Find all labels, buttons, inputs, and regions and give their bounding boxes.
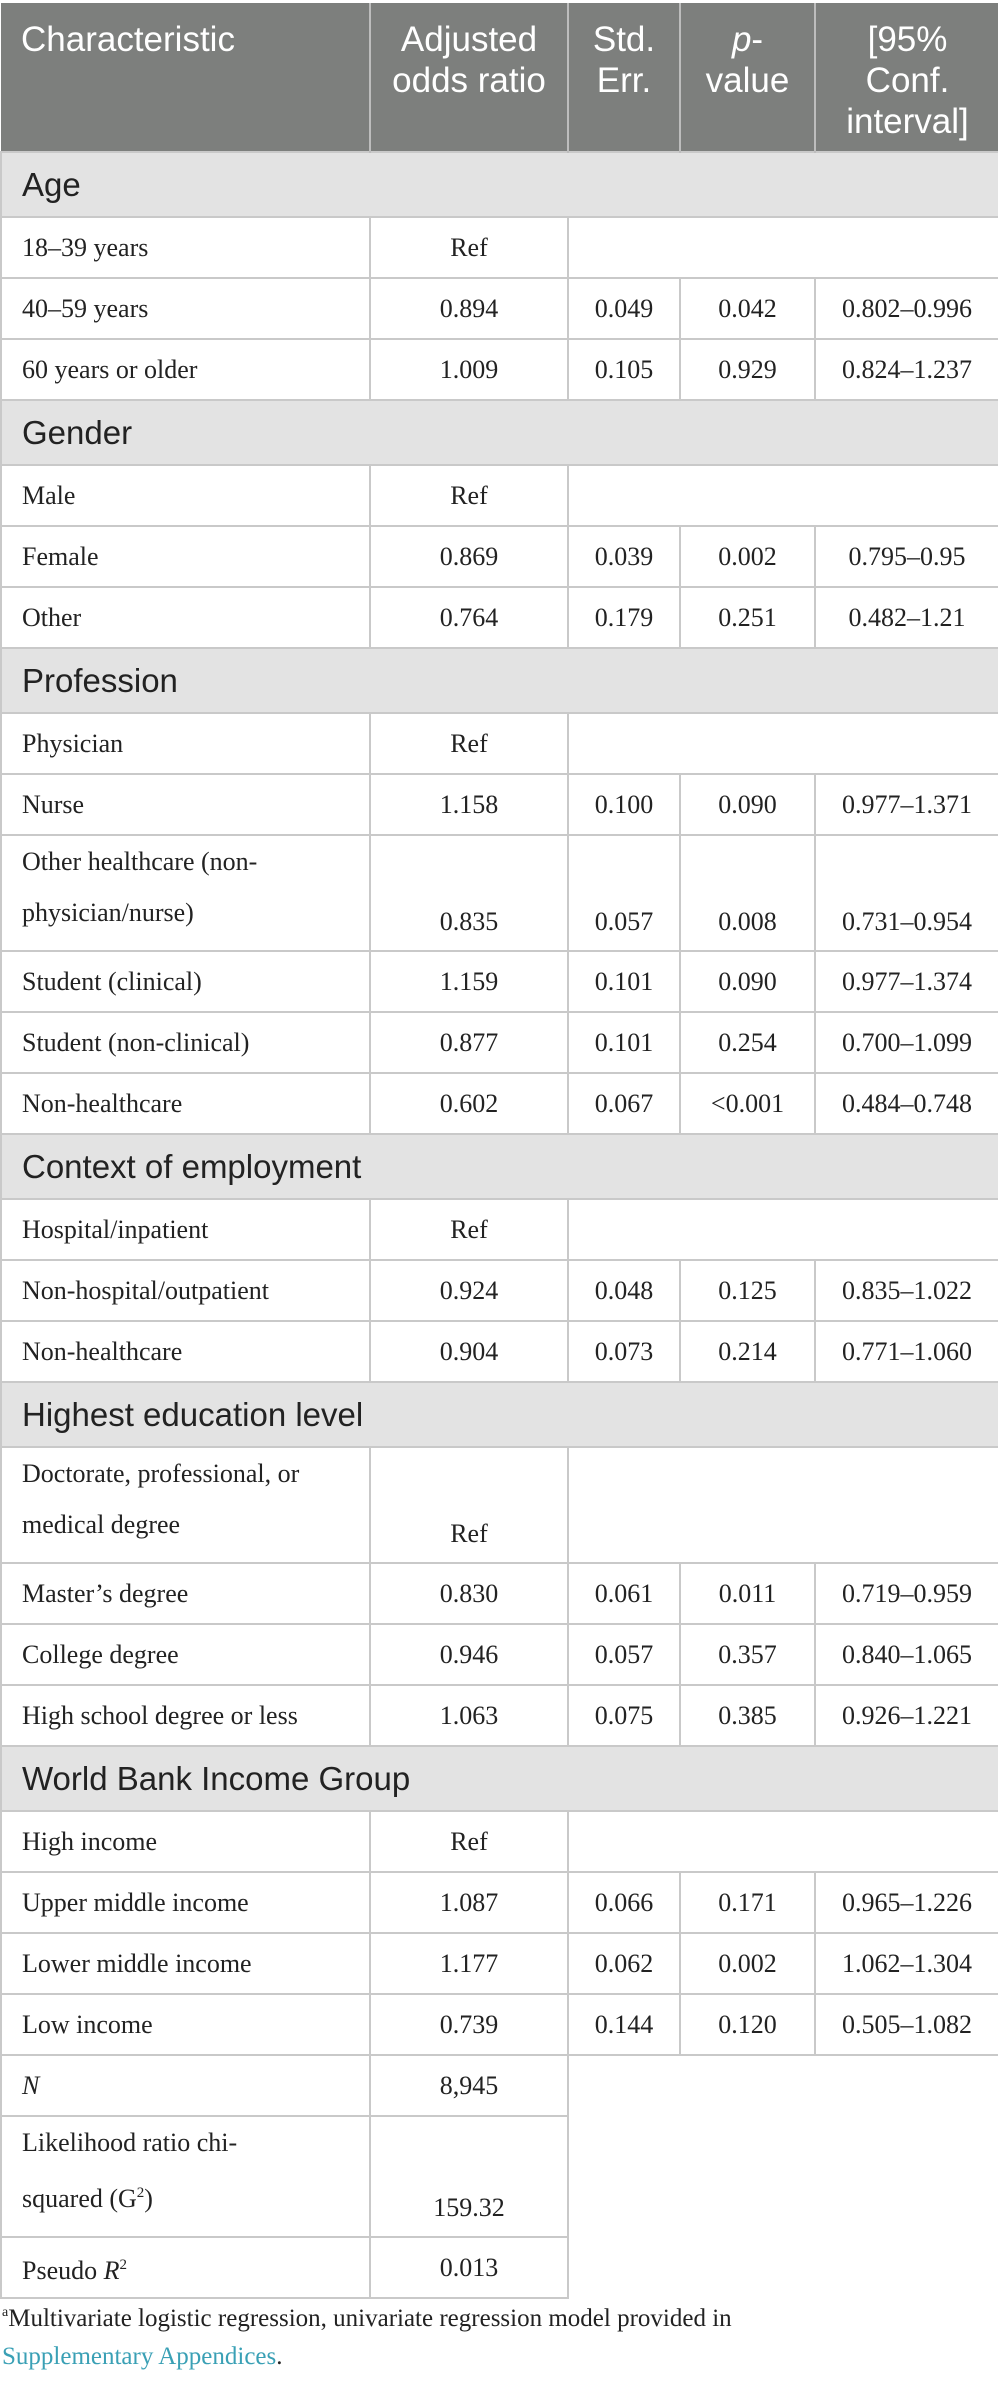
cell-n-value: 8,945	[370, 2055, 568, 2116]
table-row	[1, 1933, 998, 1994]
cell-p: 0.171	[680, 1872, 815, 1933]
cell-p: 0.002	[680, 526, 815, 587]
table-row	[1, 465, 998, 526]
table-row	[1, 1260, 998, 1321]
lr-label-sup: 2	[136, 2185, 145, 2201]
cell-aor: 0.739	[370, 1994, 568, 2055]
row-label-line1: Doctorate, professional, or	[22, 1459, 300, 1488]
table-row	[1, 1199, 998, 1260]
cell-blank	[568, 2055, 998, 2116]
table-row	[1, 1563, 998, 1624]
pseudo-label: Pseudo	[22, 2255, 104, 2285]
cell-p: 0.125	[680, 1260, 815, 1321]
cell-aor: 1.159	[370, 951, 568, 1012]
cell-se: 0.101	[568, 1012, 680, 1073]
cell-ci: 0.802–0.996	[815, 278, 998, 339]
row-label-line1: Other healthcare (non-	[22, 847, 258, 876]
table-footnote	[2, 2294, 992, 2376]
cell-lr-value: 159.32	[370, 2116, 568, 2237]
lr-label-line2b: )	[144, 2184, 153, 2213]
row-label	[1, 1447, 370, 1563]
cell-aor: 1.009	[370, 339, 568, 400]
cell-se: 0.049	[568, 278, 680, 339]
cell-empty	[568, 713, 998, 774]
section-row-gender	[1, 400, 998, 465]
table-row	[1, 835, 998, 951]
section-row-education	[1, 1382, 998, 1447]
cell-p: 0.214	[680, 1321, 815, 1382]
stats-row-pseudo	[1, 2237, 998, 2298]
cell-se: 0.073	[568, 1321, 680, 1382]
section-row-age	[1, 152, 998, 217]
row-label: Master’s degree	[1, 1563, 370, 1624]
row-label	[1, 2237, 370, 2298]
cell-aor: Ref	[370, 1811, 568, 1872]
cell-aor: 0.924	[370, 1260, 568, 1321]
header-characteristic: Characteristic	[1, 3, 370, 152]
cell-aor: 1.158	[370, 774, 568, 835]
row-label: Male	[1, 465, 370, 526]
section-title: Age	[1, 152, 998, 217]
cell-p: 0.251	[680, 587, 815, 648]
cell-ci: 0.484–0.748	[815, 1073, 998, 1134]
cell-se: 0.039	[568, 526, 680, 587]
cell-aor: 0.894	[370, 278, 568, 339]
header-adjusted-odds-ratio: Adjusted odds ratio	[370, 3, 568, 152]
row-label: Non-hospital/outpatient	[1, 1260, 370, 1321]
row-label: 60 years or older	[1, 339, 370, 400]
cell-ci: 0.835–1.022	[815, 1260, 998, 1321]
cell-blank	[568, 2116, 998, 2237]
row-label: Upper middle income	[1, 1872, 370, 1933]
table-row	[1, 774, 998, 835]
table-row	[1, 1811, 998, 1872]
cell-aor: 0.602	[370, 1073, 568, 1134]
table-row	[1, 1012, 998, 1073]
cell-se: 0.061	[568, 1563, 680, 1624]
cell-ci: 0.824–1.237	[815, 339, 998, 400]
table-row	[1, 339, 998, 400]
cell-ci: 0.977–1.374	[815, 951, 998, 1012]
section-row-employment	[1, 1134, 998, 1199]
cell-se: 0.067	[568, 1073, 680, 1134]
cell-ci: 0.719–0.959	[815, 1563, 998, 1624]
cell-empty	[568, 465, 998, 526]
section-title: World Bank Income Group	[1, 1746, 998, 1811]
cell-se: 0.144	[568, 1994, 680, 2055]
section-title: Context of employment	[1, 1134, 998, 1199]
table-row	[1, 1447, 998, 1563]
row-label: Female	[1, 526, 370, 587]
row-label	[1, 2055, 370, 2116]
section-row-income	[1, 1746, 998, 1811]
table-header-row	[1, 3, 998, 152]
cell-ci: 0.505–1.082	[815, 1994, 998, 2055]
cell-aor: 1.087	[370, 1872, 568, 1933]
cell-empty	[568, 1447, 998, 1563]
cell-empty	[568, 1199, 998, 1260]
cell-p: 0.011	[680, 1563, 815, 1624]
cell-aor: 0.946	[370, 1624, 568, 1685]
cell-aor: 0.877	[370, 1012, 568, 1073]
cell-se: 0.100	[568, 774, 680, 835]
cell-se: 0.105	[568, 339, 680, 400]
table-row	[1, 713, 998, 774]
row-label	[1, 835, 370, 951]
table-row	[1, 278, 998, 339]
cell-aor: Ref	[370, 1199, 568, 1260]
row-label: Lower middle income	[1, 1933, 370, 1994]
cell-ci: 0.771–1.060	[815, 1321, 998, 1382]
cell-p: 0.090	[680, 951, 815, 1012]
cell-aor: Ref	[370, 217, 568, 278]
header-conf-interval: [95% Conf. interval]	[815, 3, 998, 152]
section-title: Gender	[1, 400, 998, 465]
table-row	[1, 951, 998, 1012]
n-label: N	[22, 2070, 40, 2100]
cell-aor: Ref	[370, 713, 568, 774]
stats-row-n	[1, 2055, 998, 2116]
section-title: Profession	[1, 648, 998, 713]
regression-table	[0, 3, 998, 2299]
row-label: Nurse	[1, 774, 370, 835]
cell-aor: 0.835	[370, 835, 568, 951]
section-title: Highest education level	[1, 1382, 998, 1447]
row-label	[1, 2116, 370, 2237]
table-row	[1, 1073, 998, 1134]
cell-p: <0.001	[680, 1073, 815, 1134]
cell-p: 0.254	[680, 1012, 815, 1073]
cell-se: 0.048	[568, 1260, 680, 1321]
cell-aor: 0.904	[370, 1321, 568, 1382]
cell-se: 0.075	[568, 1685, 680, 1746]
cell-ci: 0.965–1.226	[815, 1872, 998, 1933]
cell-ci: 0.977–1.371	[815, 774, 998, 835]
cell-aor: 1.177	[370, 1933, 568, 1994]
cell-pseudo-value: 0.013	[370, 2237, 568, 2298]
row-label-line2: medical degree	[22, 1510, 181, 1539]
row-label: High school degree or less	[1, 1685, 370, 1746]
cell-aor: 1.063	[370, 1685, 568, 1746]
cell-aor: Ref	[370, 1447, 568, 1563]
cell-p: 0.357	[680, 1624, 815, 1685]
cell-aor: 0.869	[370, 526, 568, 587]
cell-ci: 0.795–0.95	[815, 526, 998, 587]
header-p-italic: p	[731, 20, 752, 59]
cell-ci: 0.482–1.21	[815, 587, 998, 648]
cell-ci: 0.840–1.065	[815, 1624, 998, 1685]
cell-p: 0.120	[680, 1994, 815, 2055]
row-label-line2: physician/nurse)	[22, 898, 194, 927]
row-label: Student (clinical)	[1, 951, 370, 1012]
cell-aor: 0.764	[370, 587, 568, 648]
header-p-value	[680, 3, 815, 152]
cell-se: 0.179	[568, 587, 680, 648]
table-row	[1, 1685, 998, 1746]
cell-p: 0.090	[680, 774, 815, 835]
cell-se: 0.066	[568, 1872, 680, 1933]
cell-se: 0.057	[568, 1624, 680, 1685]
pseudo-label-italic: R	[103, 2255, 120, 2285]
pseudo-label-sup: 2	[119, 2256, 128, 2273]
lr-label-line1: Likelihood ratio chi-	[22, 2128, 238, 2157]
row-label: College degree	[1, 1624, 370, 1685]
row-label: Low income	[1, 1994, 370, 2055]
cell-blank	[568, 2237, 998, 2298]
cell-empty	[568, 217, 998, 278]
cell-se: 0.057	[568, 835, 680, 951]
cell-ci: 0.700–1.099	[815, 1012, 998, 1073]
cell-ci: 0.926–1.221	[815, 1685, 998, 1746]
cell-ci: 1.062–1.304	[815, 1933, 998, 1994]
cell-aor: 0.830	[370, 1563, 568, 1624]
footnote-marker: a	[2, 2305, 9, 2320]
row-label: Other	[1, 587, 370, 648]
cell-p: 0.008	[680, 835, 815, 951]
cell-p: 0.042	[680, 278, 815, 339]
section-row-profession	[1, 648, 998, 713]
header-p-suffix: -value	[705, 20, 790, 100]
row-label: High income	[1, 1811, 370, 1872]
row-label: Non-healthcare	[1, 1321, 370, 1382]
row-label: 40–59 years	[1, 278, 370, 339]
cell-p: 0.385	[680, 1685, 815, 1746]
supplementary-link[interactable]: Supplementary Appendices	[2, 2343, 277, 2370]
table-row	[1, 526, 998, 587]
table-row	[1, 1321, 998, 1382]
table-row	[1, 1872, 998, 1933]
cell-aor: Ref	[370, 465, 568, 526]
cell-se: 0.062	[568, 1933, 680, 1994]
row-label: Hospital/inpatient	[1, 1199, 370, 1260]
cell-p: 0.929	[680, 339, 815, 400]
row-label: Physician	[1, 713, 370, 774]
cell-ci: 0.731–0.954	[815, 835, 998, 951]
cell-p: 0.002	[680, 1933, 815, 1994]
table-row	[1, 1994, 998, 2055]
footnote-end: .	[276, 2343, 283, 2370]
stats-row-lr	[1, 2116, 998, 2237]
lr-label-line2a: squared (G	[22, 2184, 137, 2213]
table-row	[1, 1624, 998, 1685]
row-label: Student (non-clinical)	[1, 1012, 370, 1073]
table-row	[1, 217, 998, 278]
row-label: 18–39 years	[1, 217, 370, 278]
footnote-text: Multivariate logistic regression, univariate regression model provided in	[8, 2305, 732, 2332]
table-row	[1, 587, 998, 648]
cell-se: 0.101	[568, 951, 680, 1012]
header-std-err: Std. Err.	[568, 3, 680, 152]
row-label: Non-healthcare	[1, 1073, 370, 1134]
cell-empty	[568, 1811, 998, 1872]
